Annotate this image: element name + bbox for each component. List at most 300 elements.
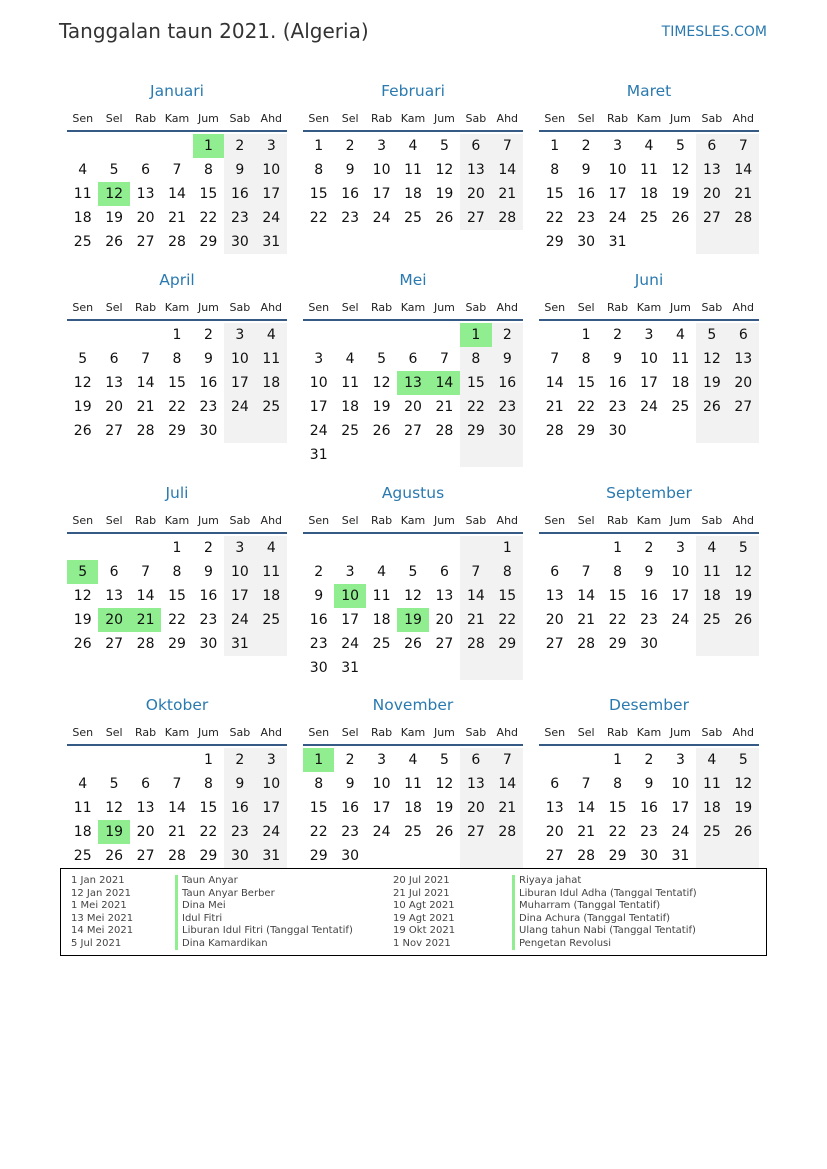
day-cell: 13 xyxy=(466,162,485,178)
day-cell: 23 xyxy=(640,612,658,628)
weekday-label: Jum xyxy=(197,301,219,314)
weekday-header xyxy=(67,110,287,132)
weekday-label: Sel xyxy=(577,726,595,739)
weekday-header xyxy=(67,724,287,746)
day-cell: 29 xyxy=(498,636,517,652)
day-cell: 15 xyxy=(577,375,596,391)
day-cell: 27 xyxy=(404,423,422,439)
day-cell: 6 xyxy=(141,162,151,178)
day-cell: 8 xyxy=(203,776,213,792)
day-cell: 5 xyxy=(109,776,119,792)
day-cell: 8 xyxy=(172,351,182,367)
day-cell: 21 xyxy=(168,210,186,226)
day-cell: 2 xyxy=(203,540,213,556)
weekday-label: Ahd xyxy=(260,112,283,125)
day-cell: 31 xyxy=(671,848,690,864)
weekday-label: Kam xyxy=(164,301,190,314)
weekday-label: Kam xyxy=(400,112,426,125)
day-cell: 31 xyxy=(262,234,281,250)
holiday-day-cell: 13 xyxy=(397,371,428,395)
day-cell: 10 xyxy=(372,776,391,792)
weekday-label: Sen xyxy=(72,726,94,739)
day-cell: 17 xyxy=(372,186,391,202)
day-cell: 23 xyxy=(577,210,596,226)
day-cell: 25 xyxy=(262,612,281,628)
day-cell: 9 xyxy=(314,588,324,604)
day-cell: 19 xyxy=(372,399,391,415)
day-cell: 12 xyxy=(404,588,422,604)
legend-holiday-name: Dina Mei xyxy=(175,900,226,913)
day-cell: 6 xyxy=(408,351,418,367)
day-cell: 28 xyxy=(168,234,186,250)
weekday-label: Sel xyxy=(577,301,595,314)
day-cell: 10 xyxy=(230,351,249,367)
weekday-label: Jum xyxy=(669,301,691,314)
day-cell: 29 xyxy=(168,636,186,652)
day-cell: 14 xyxy=(498,162,517,178)
day-cell: 19 xyxy=(435,186,454,202)
day-cell: 21 xyxy=(577,824,596,840)
weekday-header xyxy=(539,724,759,746)
weekday-label: Rab xyxy=(135,301,157,314)
day-cell: 16 xyxy=(309,612,328,628)
day-cell: 9 xyxy=(203,564,213,580)
day-cell: 21 xyxy=(466,612,485,628)
day-cell: 26 xyxy=(734,612,753,628)
day-cell: 24 xyxy=(262,210,281,226)
day-cell: 9 xyxy=(502,351,512,367)
weekday-label: Kam xyxy=(636,514,662,527)
day-cell: 19 xyxy=(734,800,753,816)
day-cell: 18 xyxy=(73,824,92,840)
day-cell: 10 xyxy=(671,776,690,792)
day-cell: 8 xyxy=(613,564,623,580)
day-cell: 3 xyxy=(675,540,685,556)
legend-holiday-name: Pengetan Revolusi xyxy=(512,938,611,951)
day-cell: 30 xyxy=(577,234,596,250)
month-name: Februari xyxy=(381,82,445,100)
day-cell: 6 xyxy=(109,351,119,367)
weekday-header xyxy=(539,110,759,132)
day-cell: 31 xyxy=(309,447,328,463)
weekday-label: Kam xyxy=(400,514,426,527)
day-cell: 24 xyxy=(372,824,391,840)
day-cell: 17 xyxy=(640,375,658,391)
weekday-label: Jum xyxy=(433,514,455,527)
weekday-label: Kam xyxy=(164,514,190,527)
day-cell: 27 xyxy=(105,636,124,652)
holiday-day-cell: 5 xyxy=(67,560,98,584)
day-cell: 11 xyxy=(702,776,721,792)
day-cell: 21 xyxy=(734,186,753,202)
day-cell: 29 xyxy=(608,848,627,864)
day-cell: 30 xyxy=(498,423,517,439)
day-cell: 12 xyxy=(73,375,92,391)
day-cell: 24 xyxy=(640,399,658,415)
day-cell: 21 xyxy=(577,612,596,628)
weekday-label: Sen xyxy=(308,301,330,314)
weekday-label: Jum xyxy=(669,726,691,739)
day-cell: 15 xyxy=(608,800,627,816)
day-cell: 6 xyxy=(707,138,717,154)
weekday-label: Sel xyxy=(105,112,123,125)
weekday-header xyxy=(67,512,287,534)
day-cell: 27 xyxy=(136,848,155,864)
weekday-label: Sel xyxy=(341,726,359,739)
day-cell: 25 xyxy=(73,848,92,864)
day-cell: 2 xyxy=(644,752,654,768)
day-cell: 25 xyxy=(404,824,422,840)
weekday-label: Jum xyxy=(669,112,691,125)
day-cell: 3 xyxy=(675,752,685,768)
day-cell: 5 xyxy=(439,752,449,768)
day-cell: 9 xyxy=(345,776,355,792)
weekday-label: Sen xyxy=(72,112,94,125)
day-cell: 10 xyxy=(608,162,627,178)
day-cell: 9 xyxy=(644,776,654,792)
day-cell: 21 xyxy=(498,800,517,816)
day-cell: 3 xyxy=(644,327,654,343)
day-cell: 2 xyxy=(345,138,355,154)
day-cell: 23 xyxy=(341,210,360,226)
day-cell: 15 xyxy=(466,375,485,391)
holiday-legend xyxy=(60,868,767,956)
weekday-label: Ahd xyxy=(732,301,755,314)
holiday-day-cell: 14 xyxy=(429,371,460,395)
day-cell: 22 xyxy=(608,824,627,840)
day-cell: 3 xyxy=(377,752,387,768)
day-cell: 7 xyxy=(439,351,449,367)
day-cell: 16 xyxy=(608,375,627,391)
weekday-label: Sel xyxy=(105,726,123,739)
day-cell: 28 xyxy=(435,423,454,439)
weekday-header xyxy=(303,512,523,534)
legend-holiday-name: Liburan Idul Fitri (Tanggal Tentatif) xyxy=(175,925,353,938)
day-cell: 23 xyxy=(640,824,658,840)
legend-date: 20 Jul 2021 xyxy=(393,875,450,886)
day-cell: 9 xyxy=(235,776,245,792)
weekday-label: Sen xyxy=(72,514,94,527)
day-cell: 15 xyxy=(309,800,328,816)
day-cell: 11 xyxy=(73,186,92,202)
legend-date: 1 Nov 2021 xyxy=(393,937,451,949)
day-cell: 3 xyxy=(266,138,276,154)
day-cell: 8 xyxy=(550,162,560,178)
day-cell: 12 xyxy=(435,162,454,178)
day-cell: 30 xyxy=(230,234,249,250)
day-cell: 12 xyxy=(702,351,721,367)
day-cell: 20 xyxy=(435,612,454,628)
day-cell: 21 xyxy=(136,399,155,415)
legend-holiday-name: Idul Fitri xyxy=(175,913,222,926)
day-cell: 16 xyxy=(640,588,658,604)
day-cell: 21 xyxy=(435,399,454,415)
day-cell: 15 xyxy=(309,186,328,202)
day-cell: 24 xyxy=(608,210,627,226)
day-cell: 29 xyxy=(309,848,328,864)
day-cell: 14 xyxy=(577,800,596,816)
day-cell: 17 xyxy=(372,800,391,816)
day-cell: 20 xyxy=(404,399,422,415)
day-cell: 6 xyxy=(471,138,481,154)
day-cell: 7 xyxy=(141,351,151,367)
day-cell: 22 xyxy=(466,399,485,415)
day-cell: 7 xyxy=(581,776,591,792)
day-cell: 28 xyxy=(545,423,564,439)
day-cell: 25 xyxy=(262,399,281,415)
weekday-label: Jum xyxy=(433,726,455,739)
day-cell: 22 xyxy=(608,612,627,628)
page-title: Tanggalan taun 2021. (Algeria) xyxy=(59,19,369,43)
day-cell: 22 xyxy=(168,612,186,628)
day-cell: 18 xyxy=(702,800,721,816)
weekday-label: Ahd xyxy=(496,301,519,314)
day-cell: 23 xyxy=(230,824,249,840)
holiday-day-cell: 12 xyxy=(98,182,129,206)
weekday-label: Sel xyxy=(341,301,359,314)
day-cell: 10 xyxy=(262,162,281,178)
legend-holiday-name: Taun Anyar xyxy=(175,875,238,888)
day-cell: 15 xyxy=(199,800,218,816)
day-cell: 13 xyxy=(466,776,485,792)
weekday-label: Sen xyxy=(308,514,330,527)
holiday-day-cell: 1 xyxy=(460,323,491,347)
weekday-label: Kam xyxy=(400,301,426,314)
weekday-label: Sab xyxy=(229,726,251,739)
weekday-label: Rab xyxy=(607,514,629,527)
weekday-label: Sen xyxy=(544,514,566,527)
legend-holiday-name: Taun Anyar Berber xyxy=(175,888,275,901)
weekday-label: Jum xyxy=(197,514,219,527)
day-cell: 25 xyxy=(341,423,360,439)
day-cell: 29 xyxy=(199,848,218,864)
day-cell: 9 xyxy=(581,162,591,178)
day-cell: 18 xyxy=(262,375,281,391)
day-cell: 4 xyxy=(78,776,88,792)
day-cell: 2 xyxy=(644,540,654,556)
weekday-label: Ahd xyxy=(496,514,519,527)
month-name: November xyxy=(372,696,454,714)
day-cell: 26 xyxy=(435,210,454,226)
day-cell: 14 xyxy=(136,588,155,604)
day-cell: 4 xyxy=(266,327,276,343)
day-cell: 1 xyxy=(550,138,560,154)
day-cell: 1 xyxy=(203,752,213,768)
day-cell: 7 xyxy=(141,564,151,580)
day-cell: 1 xyxy=(613,752,623,768)
day-cell: 25 xyxy=(640,210,658,226)
holiday-day-cell: 1 xyxy=(303,748,334,772)
day-cell: 24 xyxy=(309,423,328,439)
day-cell: 26 xyxy=(105,234,124,250)
weekday-label: Rab xyxy=(607,726,629,739)
day-cell: 29 xyxy=(466,423,485,439)
day-cell: 18 xyxy=(372,612,391,628)
day-cell: 20 xyxy=(545,612,564,628)
month-name: Agustus xyxy=(381,484,445,502)
day-cell: 28 xyxy=(498,824,517,840)
weekday-header xyxy=(539,512,759,534)
day-cell: 14 xyxy=(498,776,517,792)
weekday-label: Sab xyxy=(701,112,723,125)
day-cell: 17 xyxy=(230,588,249,604)
day-cell: 5 xyxy=(738,540,748,556)
weekday-label: Kam xyxy=(164,726,190,739)
legend-date: 13 Mei 2021 xyxy=(71,912,134,924)
day-cell: 31 xyxy=(341,660,360,676)
weekday-label: Jum xyxy=(433,112,455,125)
day-cell: 26 xyxy=(404,636,422,652)
day-cell: 26 xyxy=(435,824,454,840)
brand-link[interactable]: TIMESLES.COM xyxy=(661,24,767,40)
legend-date: 1 Jan 2021 xyxy=(71,875,125,886)
day-cell: 9 xyxy=(345,162,355,178)
day-cell: 22 xyxy=(309,824,328,840)
holiday-day-cell: 19 xyxy=(98,820,129,844)
day-cell: 27 xyxy=(105,423,124,439)
day-cell: 5 xyxy=(377,351,387,367)
day-cell: 16 xyxy=(230,186,249,202)
day-cell: 25 xyxy=(702,824,721,840)
day-cell: 7 xyxy=(550,351,560,367)
day-cell: 9 xyxy=(644,564,654,580)
day-cell: 22 xyxy=(545,210,564,226)
day-cell: 17 xyxy=(262,800,281,816)
day-cell: 8 xyxy=(172,564,182,580)
day-cell: 27 xyxy=(466,210,485,226)
day-cell: 20 xyxy=(136,824,155,840)
day-cell: 28 xyxy=(577,636,596,652)
legend-date: 5 Jul 2021 xyxy=(71,937,122,949)
day-cell: 19 xyxy=(73,399,92,415)
day-cell: 27 xyxy=(702,210,721,226)
weekday-label: Jum xyxy=(197,726,219,739)
day-cell: 28 xyxy=(168,848,186,864)
day-cell: 7 xyxy=(172,776,182,792)
weekday-label: Rab xyxy=(371,112,393,125)
day-cell: 18 xyxy=(262,588,281,604)
legend-date: 21 Jul 2021 xyxy=(393,887,450,899)
legend-date: 14 Mei 2021 xyxy=(71,925,134,936)
weekday-label: Sab xyxy=(465,301,487,314)
day-cell: 27 xyxy=(545,636,564,652)
day-cell: 5 xyxy=(408,564,418,580)
day-cell: 4 xyxy=(675,327,685,343)
day-cell: 10 xyxy=(671,564,690,580)
day-cell: 3 xyxy=(235,540,245,556)
day-cell: 15 xyxy=(608,588,627,604)
day-cell: 2 xyxy=(235,138,245,154)
day-cell: 24 xyxy=(341,636,360,652)
day-cell: 13 xyxy=(702,162,721,178)
weekday-label: Ahd xyxy=(260,514,283,527)
legend-holiday-name: Riyaya jahat xyxy=(512,875,581,888)
weekday-label: Sab xyxy=(465,726,487,739)
weekday-label: Sel xyxy=(105,514,123,527)
day-cell: 13 xyxy=(545,800,564,816)
day-cell: 13 xyxy=(545,588,564,604)
day-cell: 12 xyxy=(435,776,454,792)
month-name: Juni xyxy=(634,271,664,289)
day-cell: 23 xyxy=(199,399,218,415)
day-cell: 25 xyxy=(372,636,391,652)
day-cell: 1 xyxy=(502,540,512,556)
day-cell: 7 xyxy=(502,752,512,768)
weekday-header xyxy=(67,299,287,321)
legend-date: 19 Okt 2021 xyxy=(393,925,456,936)
day-cell: 31 xyxy=(608,234,627,250)
day-cell: 8 xyxy=(613,776,623,792)
weekday-header xyxy=(303,299,523,321)
weekday-label: Jum xyxy=(197,112,219,125)
day-cell: 4 xyxy=(345,351,355,367)
day-cell: 30 xyxy=(640,636,658,652)
day-cell: 31 xyxy=(230,636,249,652)
day-cell: 2 xyxy=(314,564,324,580)
day-cell: 17 xyxy=(671,800,690,816)
day-cell: 19 xyxy=(73,612,92,628)
day-cell: 20 xyxy=(702,186,721,202)
day-cell: 30 xyxy=(230,848,249,864)
day-cell: 17 xyxy=(262,186,281,202)
day-cell: 26 xyxy=(73,423,92,439)
day-cell: 8 xyxy=(581,351,591,367)
day-cell: 2 xyxy=(502,327,512,343)
day-cell: 5 xyxy=(78,351,88,367)
day-cell: 29 xyxy=(199,234,218,250)
month-name: Juli xyxy=(165,484,189,502)
day-cell: 3 xyxy=(377,138,387,154)
weekday-label: Ahd xyxy=(496,112,519,125)
day-cell: 22 xyxy=(199,824,218,840)
day-cell: 23 xyxy=(309,636,328,652)
weekday-label: Sen xyxy=(544,301,566,314)
legend-holiday-name: Liburan Idul Adha (Tanggal Tentatif) xyxy=(512,888,697,901)
day-cell: 18 xyxy=(404,800,422,816)
day-cell: 28 xyxy=(498,210,517,226)
day-cell: 3 xyxy=(613,138,623,154)
month-name: Oktober xyxy=(145,696,209,714)
day-cell: 15 xyxy=(168,375,186,391)
month-name: Januari xyxy=(150,82,204,100)
day-cell: 30 xyxy=(309,660,328,676)
day-cell: 20 xyxy=(105,399,124,415)
legend-date: 1 Mei 2021 xyxy=(71,900,127,911)
day-cell: 29 xyxy=(168,423,186,439)
day-cell: 30 xyxy=(608,423,627,439)
weekday-label: Ahd xyxy=(260,301,283,314)
day-cell: 28 xyxy=(466,636,485,652)
day-cell: 14 xyxy=(545,375,564,391)
day-cell: 16 xyxy=(577,186,596,202)
day-cell: 21 xyxy=(498,186,517,202)
day-cell: 6 xyxy=(738,327,748,343)
day-cell: 14 xyxy=(136,375,155,391)
weekday-label: Ahd xyxy=(732,112,755,125)
day-cell: 19 xyxy=(734,588,753,604)
day-cell: 6 xyxy=(141,776,151,792)
day-cell: 11 xyxy=(262,564,281,580)
weekday-label: Rab xyxy=(371,301,393,314)
day-cell: 3 xyxy=(266,752,276,768)
day-cell: 19 xyxy=(702,375,721,391)
weekday-label: Rab xyxy=(135,726,157,739)
day-cell: 8 xyxy=(314,776,324,792)
day-cell: 14 xyxy=(466,588,485,604)
day-cell: 17 xyxy=(309,399,328,415)
day-cell: 22 xyxy=(498,612,517,628)
weekday-label: Sab xyxy=(701,301,723,314)
